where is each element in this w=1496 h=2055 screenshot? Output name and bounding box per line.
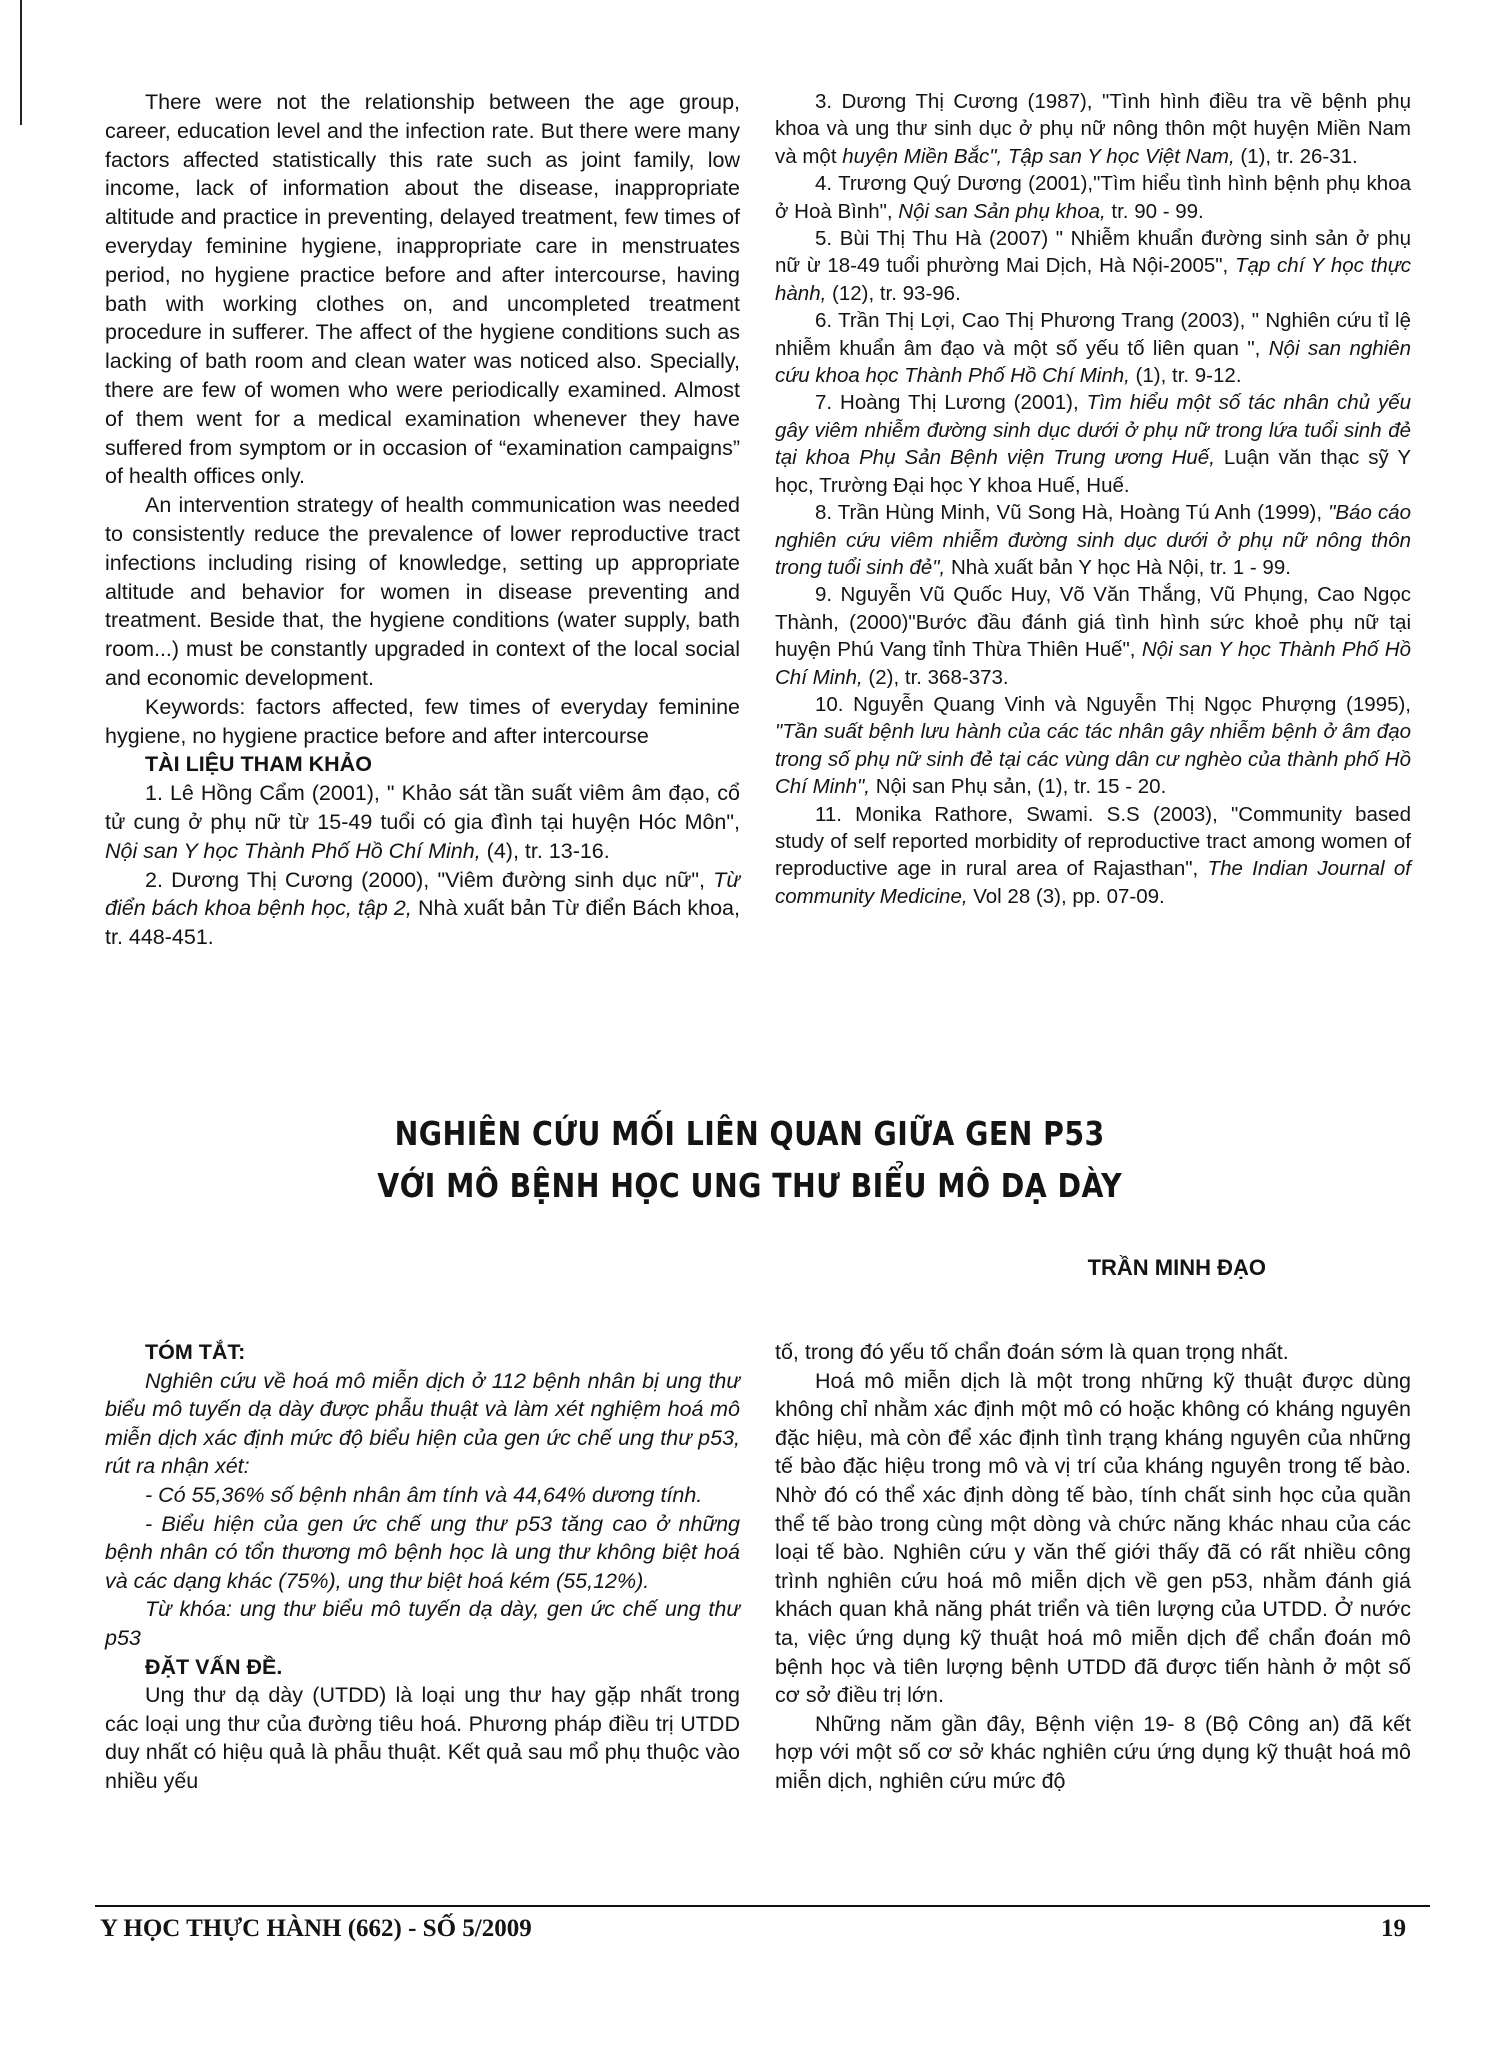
reference-5: 5. Bùi Thị Thu Hà (2007) " Nhiễm khuẩn đường sinh sản ở phụ nữ ừ 18-49 tuổi phường Mai Dịch, Hà Nội-2005", Tạp chí Y học thực hành, (12), tr. 93-96. [775,227,1411,305]
page-number: 19 [1381,1915,1406,1942]
reference-10: 10. Nguyễn Quang Vinh và Nguyễn Thị Ngọc Phượng (1995), "Tần suất bệnh lưu hành của các tác nhân gây nhiễm bệnh ở âm đạo trong số phụ nữ sinh đẻ tại các vùng dân cư nghèo của thành phố Hồ Chí Minh", Nội san Phụ sản, (1), tr. 15 - 20. [775,692,1411,799]
article-title-line-2: VỚI MÔ BỆNH HỌC UNG THƯ BIỂU MÔ DẠ DÀY [377,1166,1123,1205]
reference-2: 2. Dương Thị Cương (2000), "Viêm đường sinh dục nữ", Từ điển bách khoa bệnh học, tập 2, Nhà xuất bản Từ điển Bách khoa, tr. 448-451. [105,867,740,950]
right-top-column [775,88,1411,910]
abstract-keywords: Keywords: factors affected, few times of everyday feminine hygiene, no hygiene practice before and after intercourse [105,694,740,748]
abstract-paragraph-1: There were not the relationship between the age group, career, education level and the infection rate. But there were many factors affected statistically this rate such as joint family, low income, lack of information about the disease, inappropriate altitude and practice in preventing, delayed treatment, few times of everyday feminine hygiene, inappropriate care in menstruates period, no hygiene practice before and after intercourse, having bath with working clothes on, and uncompleted treatment procedure in sufferer. The affect of the hygiene conditions such as lacking of bath room and clean water was noticed also. Specially, there are few of women who were periodically examined. Almost of them went for a medical examination whenever they have suffered from symptom or in occasion of “examination campaigns” of health offices only. [105,90,740,489]
right-paragraph-1: tố, trong đó yếu tố chẩn đoán sớm là quan trọng nhất. [775,1340,1289,1364]
reference-1: 1. Lê Hồng Cẩm (2001), " Khảo sát tần suất viêm âm đạo, cổ tử cung ở phụ nữ từ 15-49 tuổi có gia đình tại huyện Hóc Môn", Nội san Y học Thành Phố Hồ Chí Minh, (4), tr. 13-16. [105,781,740,863]
reference-11: 11. Monika Rathore, Swami. S.S (2003), "Community based study of self reported morbidity of reproductive tract among women of reproductive age in rural area of Rajasthan", The Indian Journal of community Medicine, Vol 28 (3), pp. 07-09. [775,802,1411,908]
left-bottom-column [105,1338,740,1796]
reference-6: 6. Trần Thị Lợi, Cao Thị Phương Trang (2003), " Nghiên cứu tỉ lệ nhiễm khuẩn âm đạo và một số yếu tố liên quan ", Nội san nghiên cứu khoa học Thành Phố Hồ Chí Minh, (1), tr. 9-12. [775,309,1411,388]
reference-8: 8. Trần Hùng Minh, Vũ Song Hà, Hoàng Tú Anh (1999), "Báo cáo nghiên cứu viêm nhiễm đường sinh dục dưới ở phụ nữ nông thôn trong tuổi sinh đẻ", Nhà xuất bản Y học Hà Nội, tr. 1 - 99. [775,501,1411,579]
summary-paragraph-2: - Có 55,36% số bệnh nhân âm tính và 44,64% dương tính. [145,1482,703,1507]
reference-7: 7. Hoàng Thị Lương (2001), Tìm hiểu một số tác nhân chủ yếu gây viêm nhiễm đường sinh dục dưới ở phụ nữ trong lứa tuổi sinh đẻ tại khoa Phụ Sản Bệnh viện Trung ương Huế, Luận văn thạc sỹ Y học, Trường Đại học Y khoa Huế, Huế. [775,391,1412,497]
references-heading: TÀI LIỆU THAM KHẢO [145,752,372,777]
article-title-line-1: NGHIÊN CỨU MỐI LIÊN QUAN GIỮA GEN P53 [394,1114,1105,1153]
right-bottom-column [775,1338,1411,1796]
footer-journal: Y HỌC THỰC HÀNH (662) - SỐ 5/2009 [100,1915,532,1942]
footer-rule [95,1905,1430,1907]
intro-paragraph-1: Ung thư dạ dày (UTDD) là loại ung thư hay gặp nhất trong các loại ung thư của đường tiêu hoá. Phương pháp điều trị UTDD duy nhất có hiệu quả là phẫu thuật. Kết quả sau mổ phụ thuộc vào nhiều yếu [105,1683,740,1793]
right-paragraph-3: Những năm gần đây, Bệnh viện 19- 8 (Bộ Công an) đã kết hợp với một số cơ sở khác nghiên cứu ứng dụng kỹ thuật hoá mô miễn dịch, nghiên cứu mức độ [775,1711,1411,1793]
summary-keywords: Từ khóa: ung thư biểu mô tuyến dạ dày, gen ức chế ung thư p53 [105,1597,740,1650]
reference-9: 9. Nguyễn Vũ Quốc Huy, Võ Văn Thắng, Vũ Phụng, Cao Ngọc Thành, (2000)"Bước đầu đánh giá tình hình sức khoẻ phụ nữ tại huyện Phú Vang tỉnh Thừa Thiên Huế", Nội san Y học Thành Phố Hồ Chí Minh, (2), tr. 368-373. [775,583,1411,689]
summary-heading: TÓM TẮT: [145,1340,246,1364]
scan-edge-mark [20,0,22,125]
left-top-column [105,88,740,952]
summary-paragraph-3: - Biểu hiện của gen ức chế ung thư p53 tăng cao ở những bệnh nhân có tổn thương mô bệnh học là ung thư không biệt hoá và các dạng khác (75%), ung thư biệt hoá kém (55,12%). [105,1511,740,1593]
article-title [106,1108,1393,1212]
abstract-paragraph-2: An intervention strategy of health communication was needed to consistently reduce the prevalence of lower reproductive tract infections including rising of knowledge, setting up appropriate altitude and behavior for women in disease preventing and treatment. Beside that, the hygiene conditions (water supply, bath room...) must be constantly upgraded in context of the local social and economic development. [105,493,740,690]
intro-heading: ĐẶT VẤN ĐỀ. [145,1654,283,1679]
summary-paragraph-1: Nghiên cứu về hoá mô miễn dịch ở 112 bệnh nhân bị ung thư biểu mô tuyến dạ dày được phẫu thuật và làm xét nghiệm hoá mô miễn dịch xác định mức độ biểu hiện của gen ức chế ung thư p53, rút ra nhận xét: [105,1368,740,1479]
right-paragraph-2: Hoá mô miễn dịch là một trong những kỹ thuật được dùng không chỉ nhằm xác định một mô có hoặc không có kháng nguyên đặc hiệu, mà còn để xác định tình trạng kháng nguyên của những tế bào đặc hiệu trong mô và vị trí của kháng nguyên trong tế bào. Nhờ đó có thể xác định dòng tế bào, tính chất sinh học của quần thể tế bào trong cùng một dòng và chức năng khác nhau của các loại tế bào. Nghiên cứu y văn thế giới thấy đã có rất nhiều công trình nghiên cứu hoá mô miễn dịch về gen p53, nhằm đánh giá khách quan khả năng phát triển và tiên lượng của UTDD. Ở nước ta, việc ứng dụng kỹ thuật hoá mô miễn dịch để chẩn đoán mô bệnh học và tiên lượng bệnh UTDD đã được tiến hành ở một số cơ sở điều trị lớn. [775,1368,1411,1708]
reference-3: 3. Dương Thị Cương (1987), "Tình hình điều tra về bệnh phụ khoa và ung thư sinh dục ở phụ nữ nông thôn một huyện Miền Nam và một huyện Miền Bắc", Tập san Y học Việt Nam, (1), tr. 26-31. [775,90,1411,168]
article-author: TRẦN MINH ĐẠO [1087,1255,1266,1280]
reference-4: 4. Trương Quý Dương (2001),"Tìm hiểu tình hình bệnh phụ khoa ở Hoà Bình", Nội san Sản phụ khoa, tr. 90 - 99. [775,172,1411,223]
